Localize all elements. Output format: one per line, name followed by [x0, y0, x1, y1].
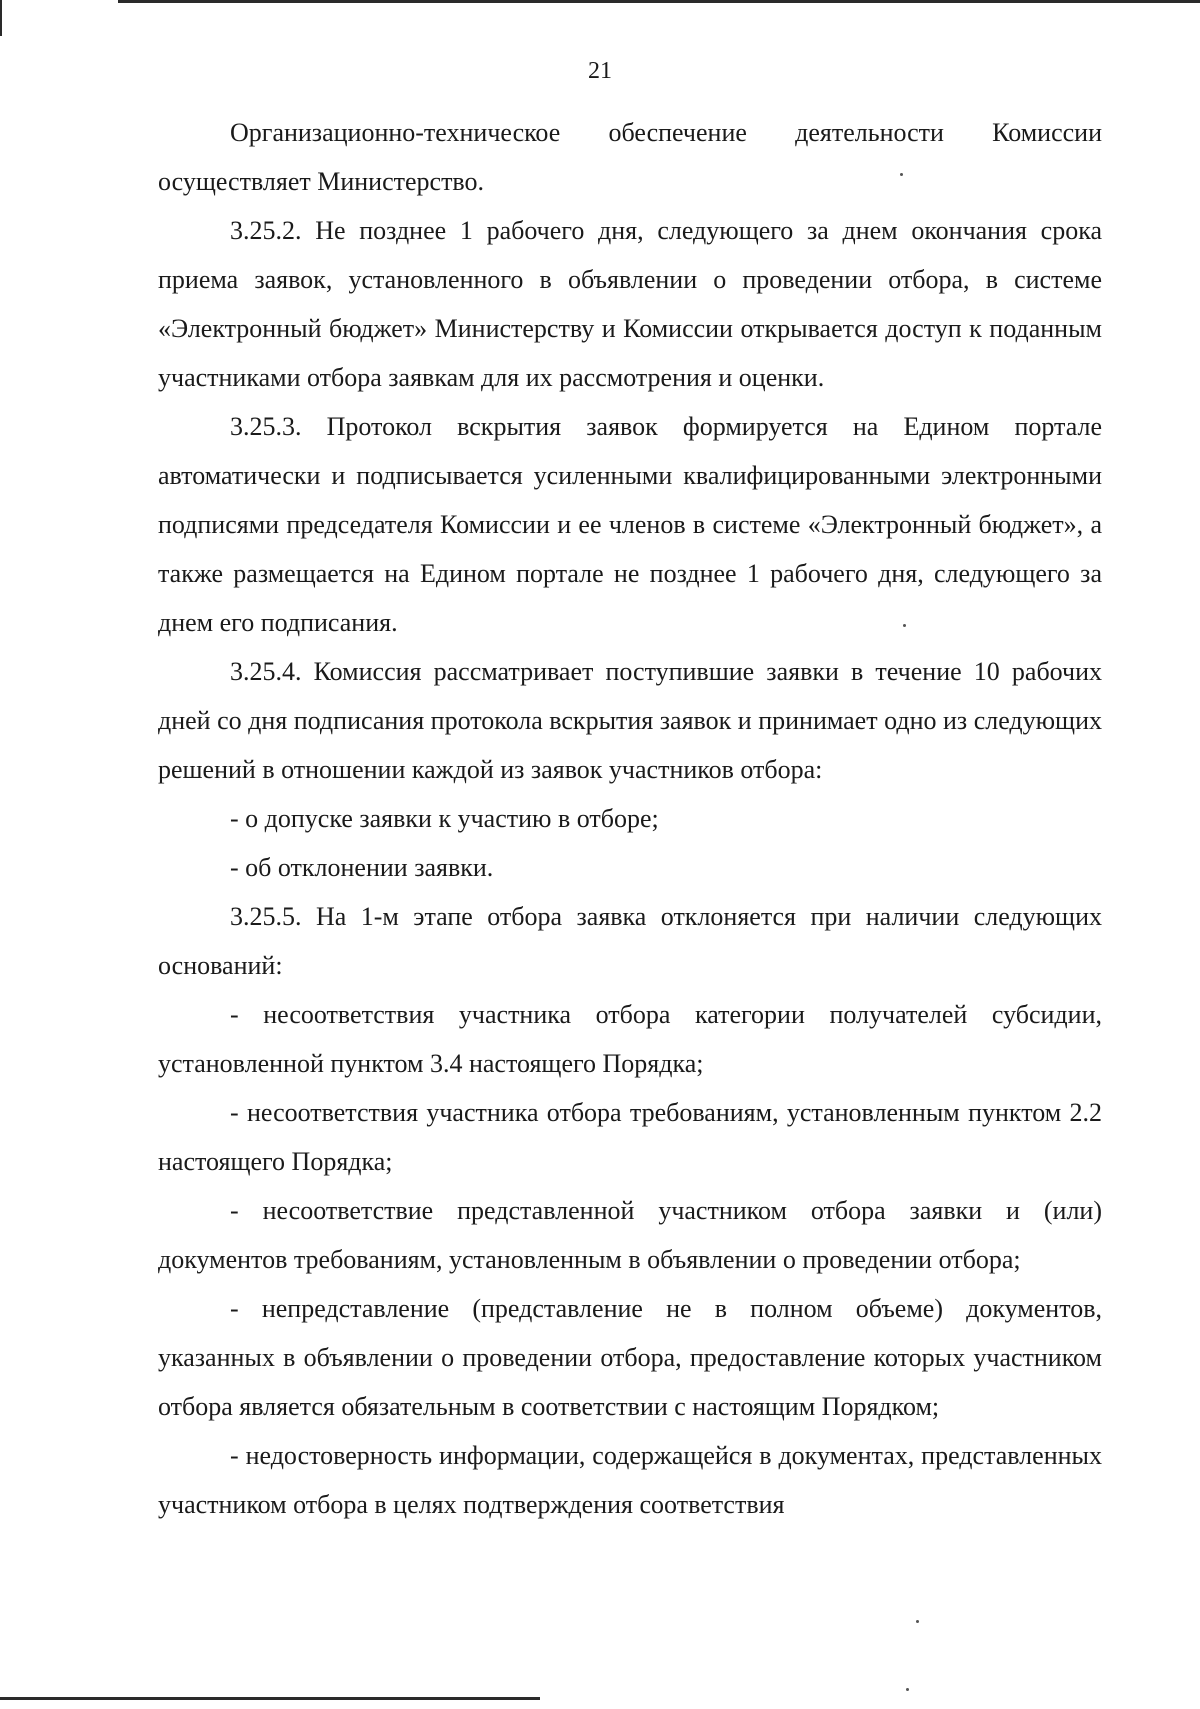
list-item: - о допуске заявки к участию в отборе; — [230, 804, 659, 833]
list-item: - несоответствия участника отбора требованиям, установленным пунктом 2.2 настоящего Порядка; — [158, 1098, 1102, 1176]
list-item: - несоответствия участника отбора категории получателей субсидии, установленной пунктом 3.4 настоящего Порядка; — [158, 1000, 1102, 1078]
paragraph: 3.25.4. Комиссия рассматривает поступившие заявки в течение 10 рабочих дней со дня подписания протокола вскрытия заявок и принимает одно из следующих решений в отношении каждой из заявок участников отбора: — [158, 657, 1102, 784]
page-number: 21 — [588, 58, 612, 84]
list-item: - несоответствие представленной участником отбора заявки и (или) документов требованиям, установленным в объявлении о проведении отбора; — [158, 1196, 1102, 1274]
list-item: - об отклонении заявки. — [230, 853, 494, 882]
paragraph: 3.25.3. Протокол вскрытия заявок формируется на Едином портале автоматически и подписывается усиленными квалифицированными электронными подписями председателя Комиссии и ее членов в системе «Электронный бюджет», а также размещается на Едином портале не позднее 1 рабочего дня, следующего за днем его подписания. — [158, 412, 1102, 637]
scan-left-edge — [0, 0, 2, 36]
paragraph: 3.25.2. Не позднее 1 рабочего дня, следующего за днем окончания срока приема заявок, установленного в объявлении о проведении отбора, в системе «Электронный бюджет» Министерству и Комиссии открывается доступ к поданным участниками отбора заявкам для их рассмотрения и оценки. — [158, 216, 1102, 392]
document-body — [158, 108, 1102, 1529]
paragraph: Организационно-техническое обеспечение деятельности Комиссии осуществляет Министерство. — [158, 118, 1102, 196]
paragraph: 3.25.5. На 1-м этапе отбора заявка отклоняется при наличии следующих оснований: — [158, 902, 1102, 980]
scan-bottom-edge — [0, 1697, 540, 1700]
list-item: - непредставление (представление не в полном объеме) документов, указанных в объявлении о проведении отбора, предоставление которых участником отбора является обязательным в соответствии с настоящим Порядком; — [158, 1294, 1102, 1421]
scan-top-edge — [118, 0, 1200, 3]
list-item: - недостоверность информации, содержащейся в документах, представленных участником отбора в целях подтверждения соответствия — [158, 1441, 1102, 1519]
